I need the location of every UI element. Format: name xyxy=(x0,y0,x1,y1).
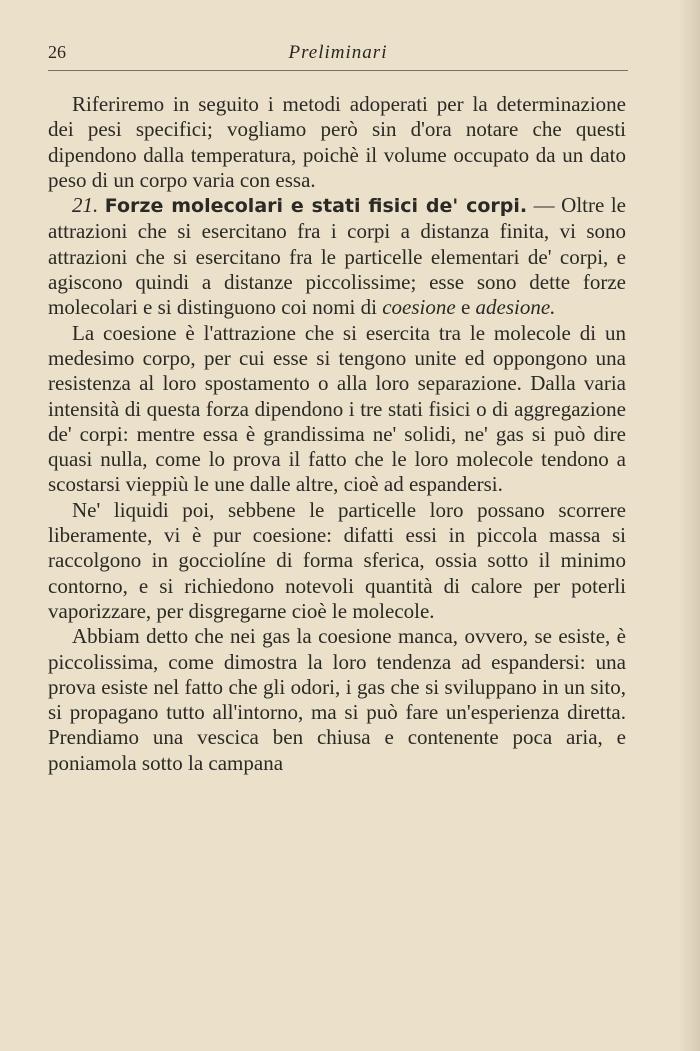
section-number: 21. xyxy=(72,193,99,218)
term-coesione: coesione xyxy=(382,295,456,320)
paragraph-4: Ne' liquidi poi, sebbene le particelle loro possano scorrere liberamente, vi è pur coesione: difatti essi in piccola massa si raccolgono in gocciolíne di forma sferica, ossia sotto il minimo contorno, e si richiedono notevoli quantità di calore per poterli vaporizzare, per disgregarne cioè le molecole. xyxy=(48,497,626,623)
conjunction: e xyxy=(455,295,476,320)
paragraph-1: Riferiremo in seguito i metodi adoperati per la determinazione dei pesi specifici; vogliamo però sin d'ora notare che questi dipendono dalla temperatura, poichè il volume occupato da un dato peso di un corpo varia con essa. xyxy=(48,92,626,192)
paragraph-2 xyxy=(48,193,626,320)
paragraph-5: Abbiam detto che nei gas la coesione manca, ovvero, se esiste, è piccolissima, come dimostra la loro tendenza ad espandersi: una prova esiste nel fatto che gli odori, i gas che si sviluppano in un sito, si propagano tutto all'intorno, ma si può fare un'esperienza diretta. Prendiamo una vescica ben chiusa e contenente poca aria, e poniamola sotto la campana xyxy=(48,624,626,775)
page-edge-shadow xyxy=(678,0,700,1051)
page-number: 26 xyxy=(48,42,66,62)
paragraph-3: La coesione è l'attrazione che si esercita tra le molecole di un medesimo corpo, per cui esse si tengono unite ed oppongono una resistenza al loro spostamento o alla loro separazione. Dalla varia intensità di questa forza dipendono i tre stati fisici o di aggregazione de' corpi: mentre essa è grandissima ne' solidi, ne' gas si può dire quasi nulla, come lo prova il fatto che le loro molecole tendono a scostarsi vieppiù le une dalle altre, cioè ad espandersi. xyxy=(48,320,626,497)
term-adesione: adesione. xyxy=(475,295,556,320)
running-title: Preliminari xyxy=(288,42,388,63)
page-header xyxy=(48,40,628,71)
section-heading: Forze molecolari e stati fisici de' corpi. xyxy=(104,195,528,218)
body-text xyxy=(48,92,626,776)
paragraph-2-text: — Oltre le attrazioni che si esercitano fra i corpi a distanza finita, vi sono attrazioni che si esercitano fra le particelle elementari de' corpi, e agiscono quindi a distanze piccolissime; esse sono dette forze molecolari e si distinguono coi nomi di xyxy=(48,193,627,320)
